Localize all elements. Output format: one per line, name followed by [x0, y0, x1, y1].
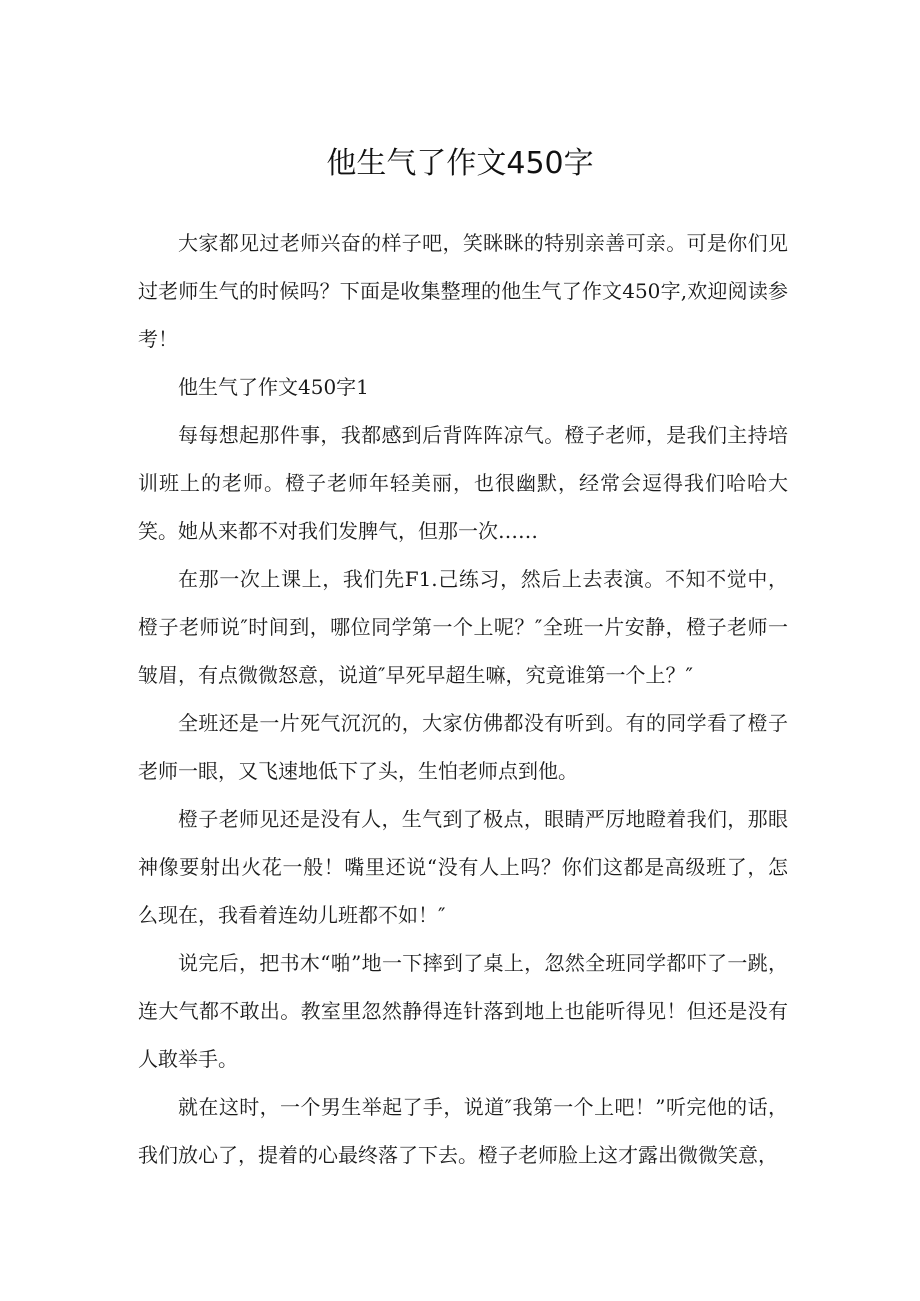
document-body [138, 219, 788, 1179]
section-heading: 他生气了作文450字1 [178, 375, 369, 399]
document-title: 他生气了作文450字 [326, 146, 594, 181]
paragraph: 就在这时，一个男生举起了手，说道″我第一个上吧！”听完他的话，我们放心了，提着的心最终落了下去。橙子老师脸上这才露出微微笑意， [138, 1095, 788, 1167]
paragraph: 说完后，把书木“啪”地一下摔到了桌上，忽然全班同学都吓了一跳，连大气都不敢出。教室里忽然静得连针落到地上也能听得见！但还是没有人敢举手。 [138, 951, 788, 1071]
paragraph: 在那一次上课上，我们先F1.己练习，然后上去表演。不知不觉中，橙子老师说″时间到，哪位同学第一个上呢？″全班一片安静，橙子老师一皱眉，有点微微怒意，说道″早死早超生嘛，究竟谁第一个上？″ [138, 567, 788, 687]
paragraph: 每每想起那件事，我都感到后背阵阵凉气。橙子老师，是我们主持培训班上的老师。橙子老师年轻美丽，也很幽默，经常会逗得我们哈哈大笑。她从来都不对我们发脾气，但那一次…… [138, 423, 788, 543]
paragraph: 全班还是一片死气沉沉的，大家仿佛都没有听到。有的同学看了橙子老师一眼，又飞速地低下了头，生怕老师点到他。 [138, 711, 788, 783]
paragraph-intro: 大家都见过老师兴奋的样子吧，笑眯眯的特别亲善可亲。可是你们见过老师生气的时候吗？下面是收集整理的他生气了作文450字,欢迎阅读参考！ [138, 231, 788, 351]
paragraph: 橙子老师见还是没有人，生气到了极点，眼睛严厉地瞪着我们，那眼神像要射出火花一般！嘴里还说“没有人上吗？你们这都是高级班了，怎么现在，我看着连幼儿班都不如！″ [138, 807, 788, 927]
